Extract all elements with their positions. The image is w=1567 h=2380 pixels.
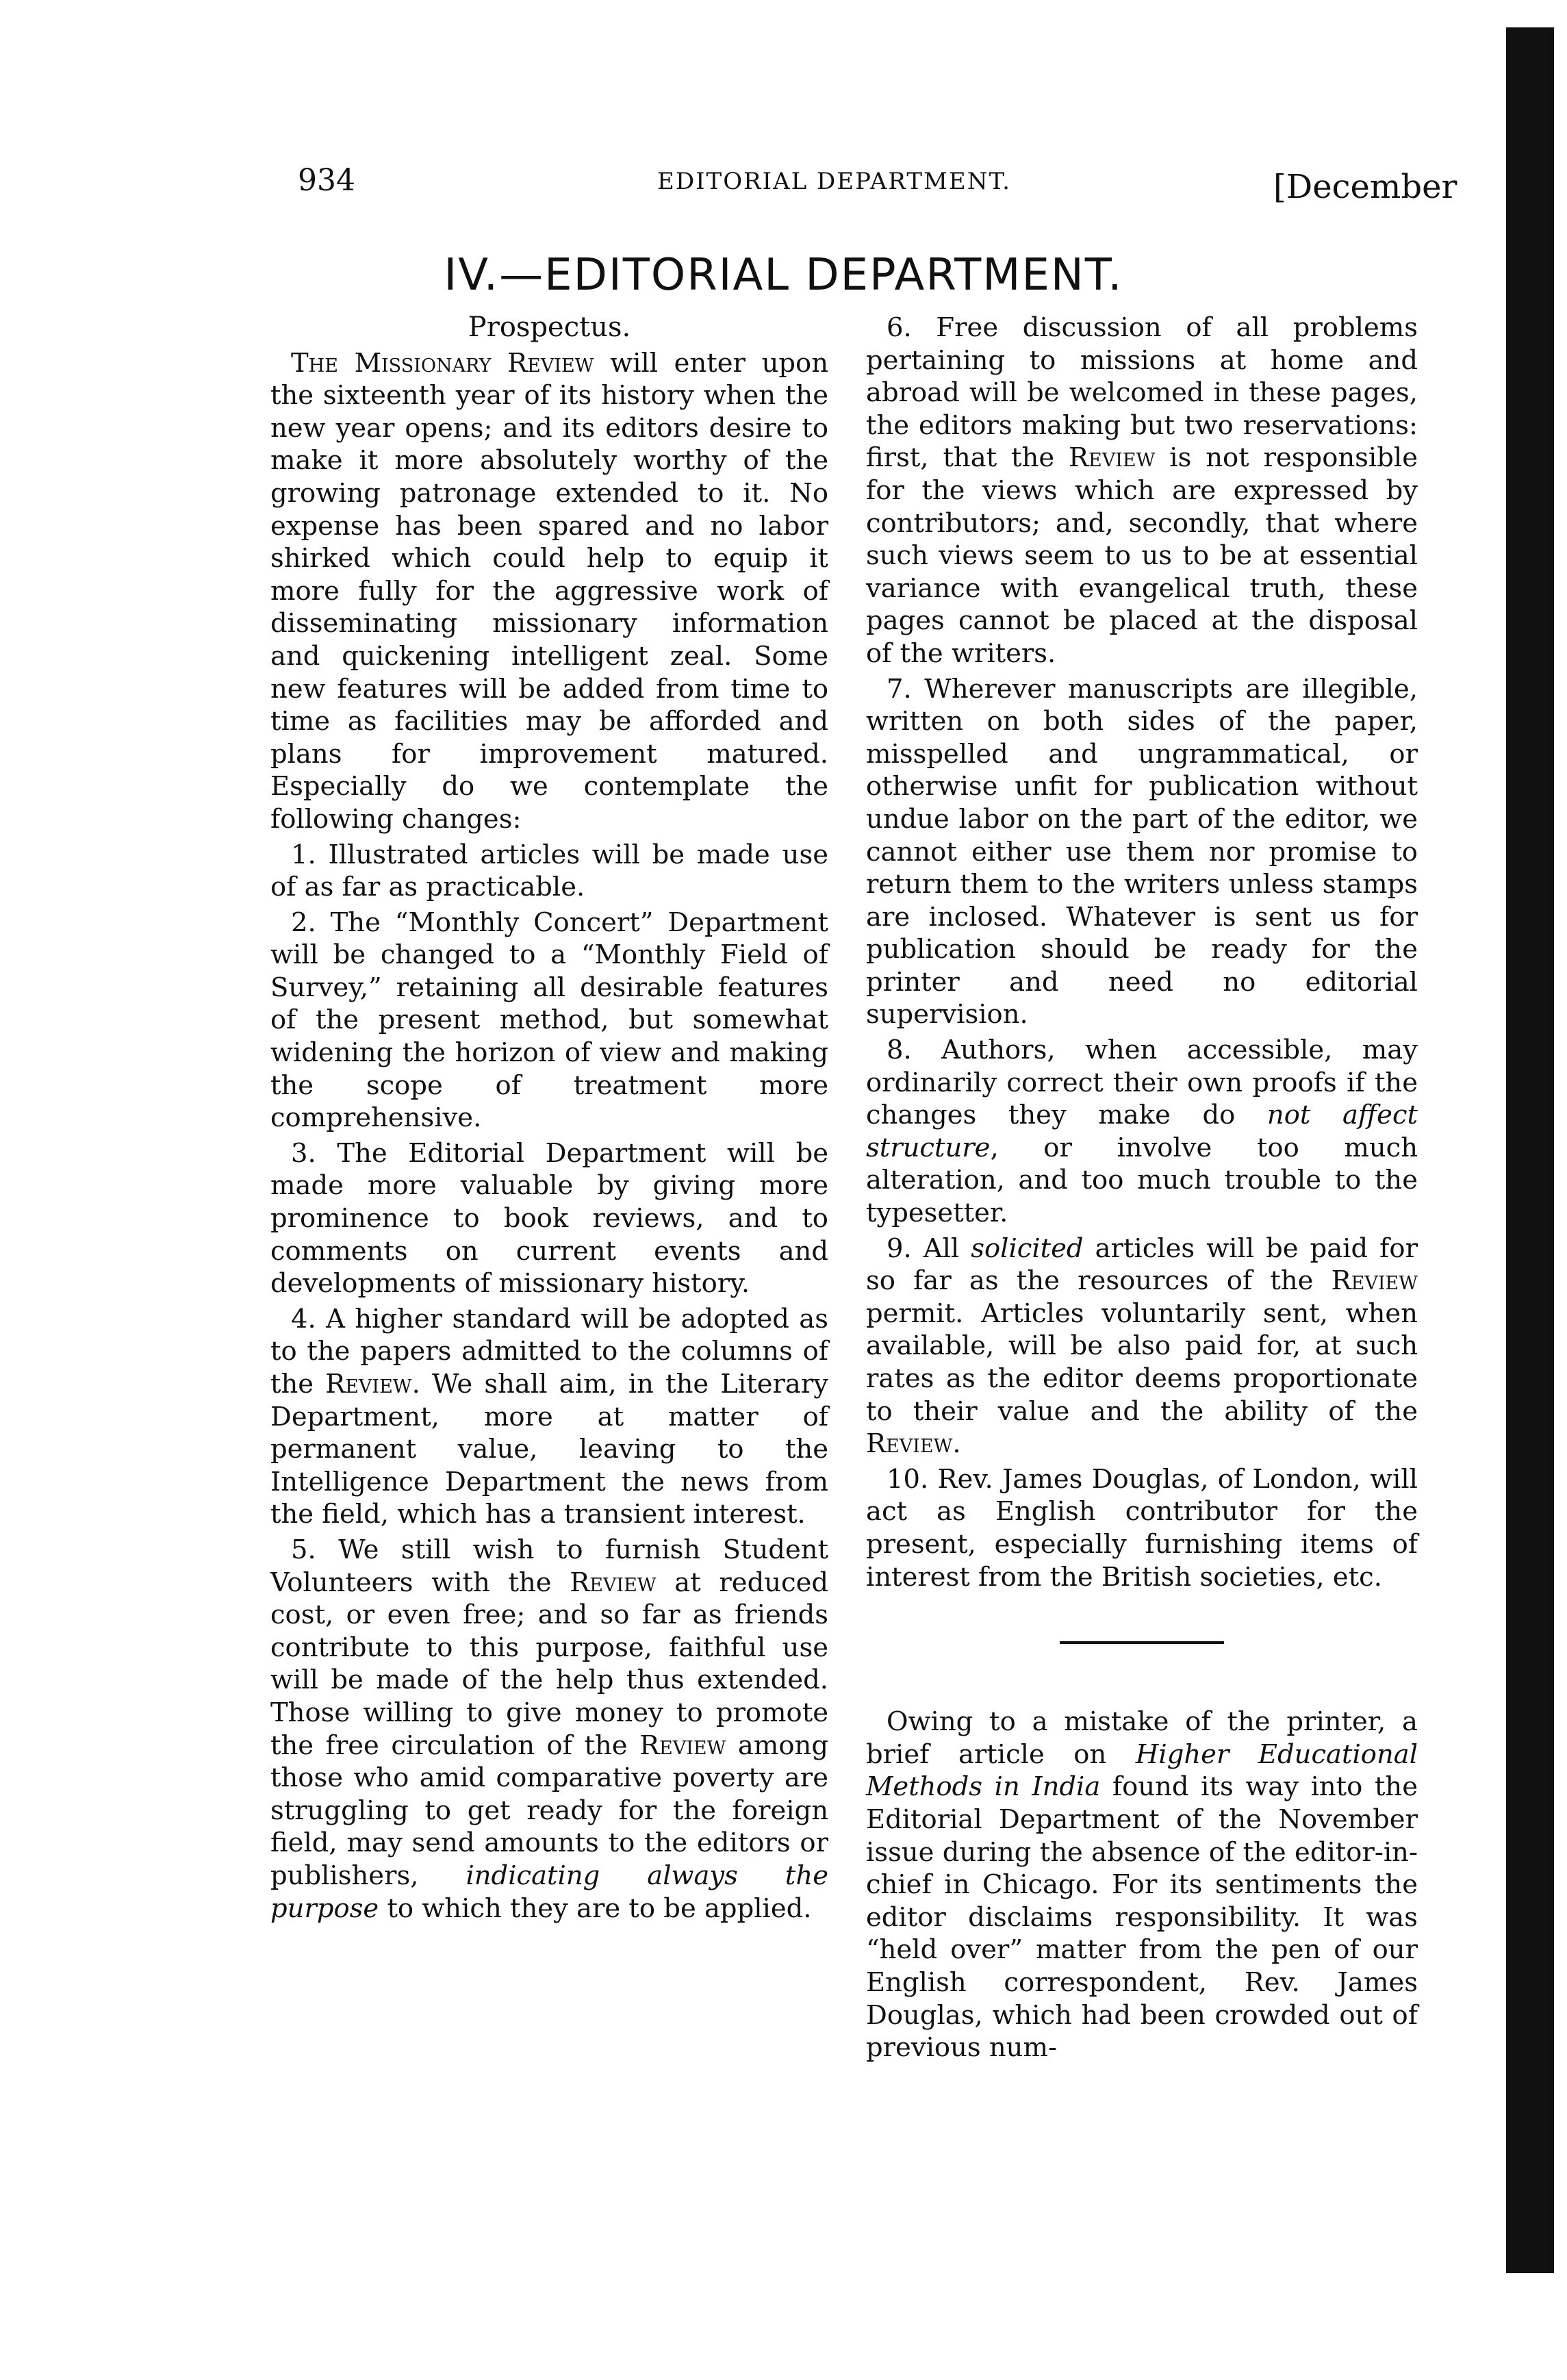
item-9: 9. All solicited articles will be paid for so far as the resources of the Review permit. Articles voluntarily sent, when available, will be also paid for, at such rates as the editor deems proportionate to their value and the ability of the Review. xyxy=(866,1232,1418,1460)
item-8: 8. Authors, when accessible, may ordinarily correct their own proofs if the changes they make do not affect structure, or involve too much alteration, and too much trouble to the typesetter. xyxy=(866,1035,1418,1229)
left-column xyxy=(270,312,828,1927)
section-title: IV.—EDITORIAL DEPARTMENT. xyxy=(444,250,1123,301)
scan-edge-bar xyxy=(1506,27,1554,2273)
prospectus-subhead: Prospectus. xyxy=(468,312,631,343)
item-1: 1. Illustrated articles will be made use of as far as practicable. xyxy=(270,839,828,903)
running-head-month: [December xyxy=(1273,168,1457,206)
review-title: The Missionary Review xyxy=(291,347,594,379)
item-7: 7. Wherever manuscripts are illegible, written on both sides of the paper, misspelled and ungrammatical, or otherwise unfit for publication without undue labor on the part of the editor, we cannot either use them nor promise to return them to the writers unless stamps are inclosed. Whatever is sent us for publication should be ready for the printer and need no editorial supervision. xyxy=(866,673,1418,1030)
item-2: 2. The “Monthly Concert” Department will be changed to a “Monthly Field of Survey,” retaining all desirable features of the present method, but somewhat widening the horizon of view and making the scope of treatment more comprehensive. xyxy=(270,907,828,1134)
item-4: 4. A higher standard will be adopted as to the papers admitted to the columns of the Review. We shall aim, in the Literary Department, more at matter of permanent value, leaving to the Intelligence Department the news from the field, which has a transient interest. xyxy=(270,1303,828,1530)
page-number: 934 xyxy=(298,163,355,198)
printer-note: Owing to a mistake of the printer, a brief article on Higher Educational Methods in India found its way into the Editorial Department of the November issue during the absence of the editor-in-chief in Chicago. For its sentiments the editor disclaims responsibility. It was “held over” matter from the pen of our English correspondent, Rev. James Douglas, which had been crowded out of previous num- xyxy=(866,1706,1418,2064)
running-head: EDITORIAL DEPARTMENT. xyxy=(657,168,1011,195)
item-10: 10. Rev. James Douglas, of London, will act as English contributor for the present, especially furnishing items of interest from the British societies, etc. xyxy=(866,1463,1418,1593)
item-6: 6. Free discussion of all problems pertaining to missions at home and abroad will be welcomed in these pages, the editors making but two reservations: first, that the Review is not responsible for the views which are expressed by contributors; and, secondly, that where such views seem to us to be at essential variance with evangelical truth, these pages cannot be placed at the disposal of the writers. xyxy=(866,312,1418,669)
item-3: 3. The Editorial Department will be made more valuable by giving more prominence to book reviews, and to comments on current events and developments of missionary history. xyxy=(270,1137,828,1300)
prospectus-intro: The Missionary Review will enter upon the sixteenth year of its history when the new year opens; and its editors desire to make it more absolutely worthy of the growing patronage extended to it. No expense has been spared and no labor shirked which could help to equip it more fully for the aggressive work of disseminating missionary information and quickening intelligent zeal. Some new features will be added from time to time as facilities may be afforded and plans for improvement matured. Especially do we contemplate the following changes: xyxy=(270,347,829,835)
item-5: 5. We still wish to furnish Student Volunteers with the Review at reduced cost, or even free; and so far as friends contribute to this purpose, faithful use will be made of the help thus extended. Those willing to give money to promote the free circulation of the Review among those who amid comparative poverty are struggling to get ready for the foreign field, may send amounts to the editors or publishers, indicating always the purpose to which they are to be applied. xyxy=(270,1534,828,1924)
right-column xyxy=(866,312,1418,2067)
section-divider xyxy=(1060,1641,1224,1644)
